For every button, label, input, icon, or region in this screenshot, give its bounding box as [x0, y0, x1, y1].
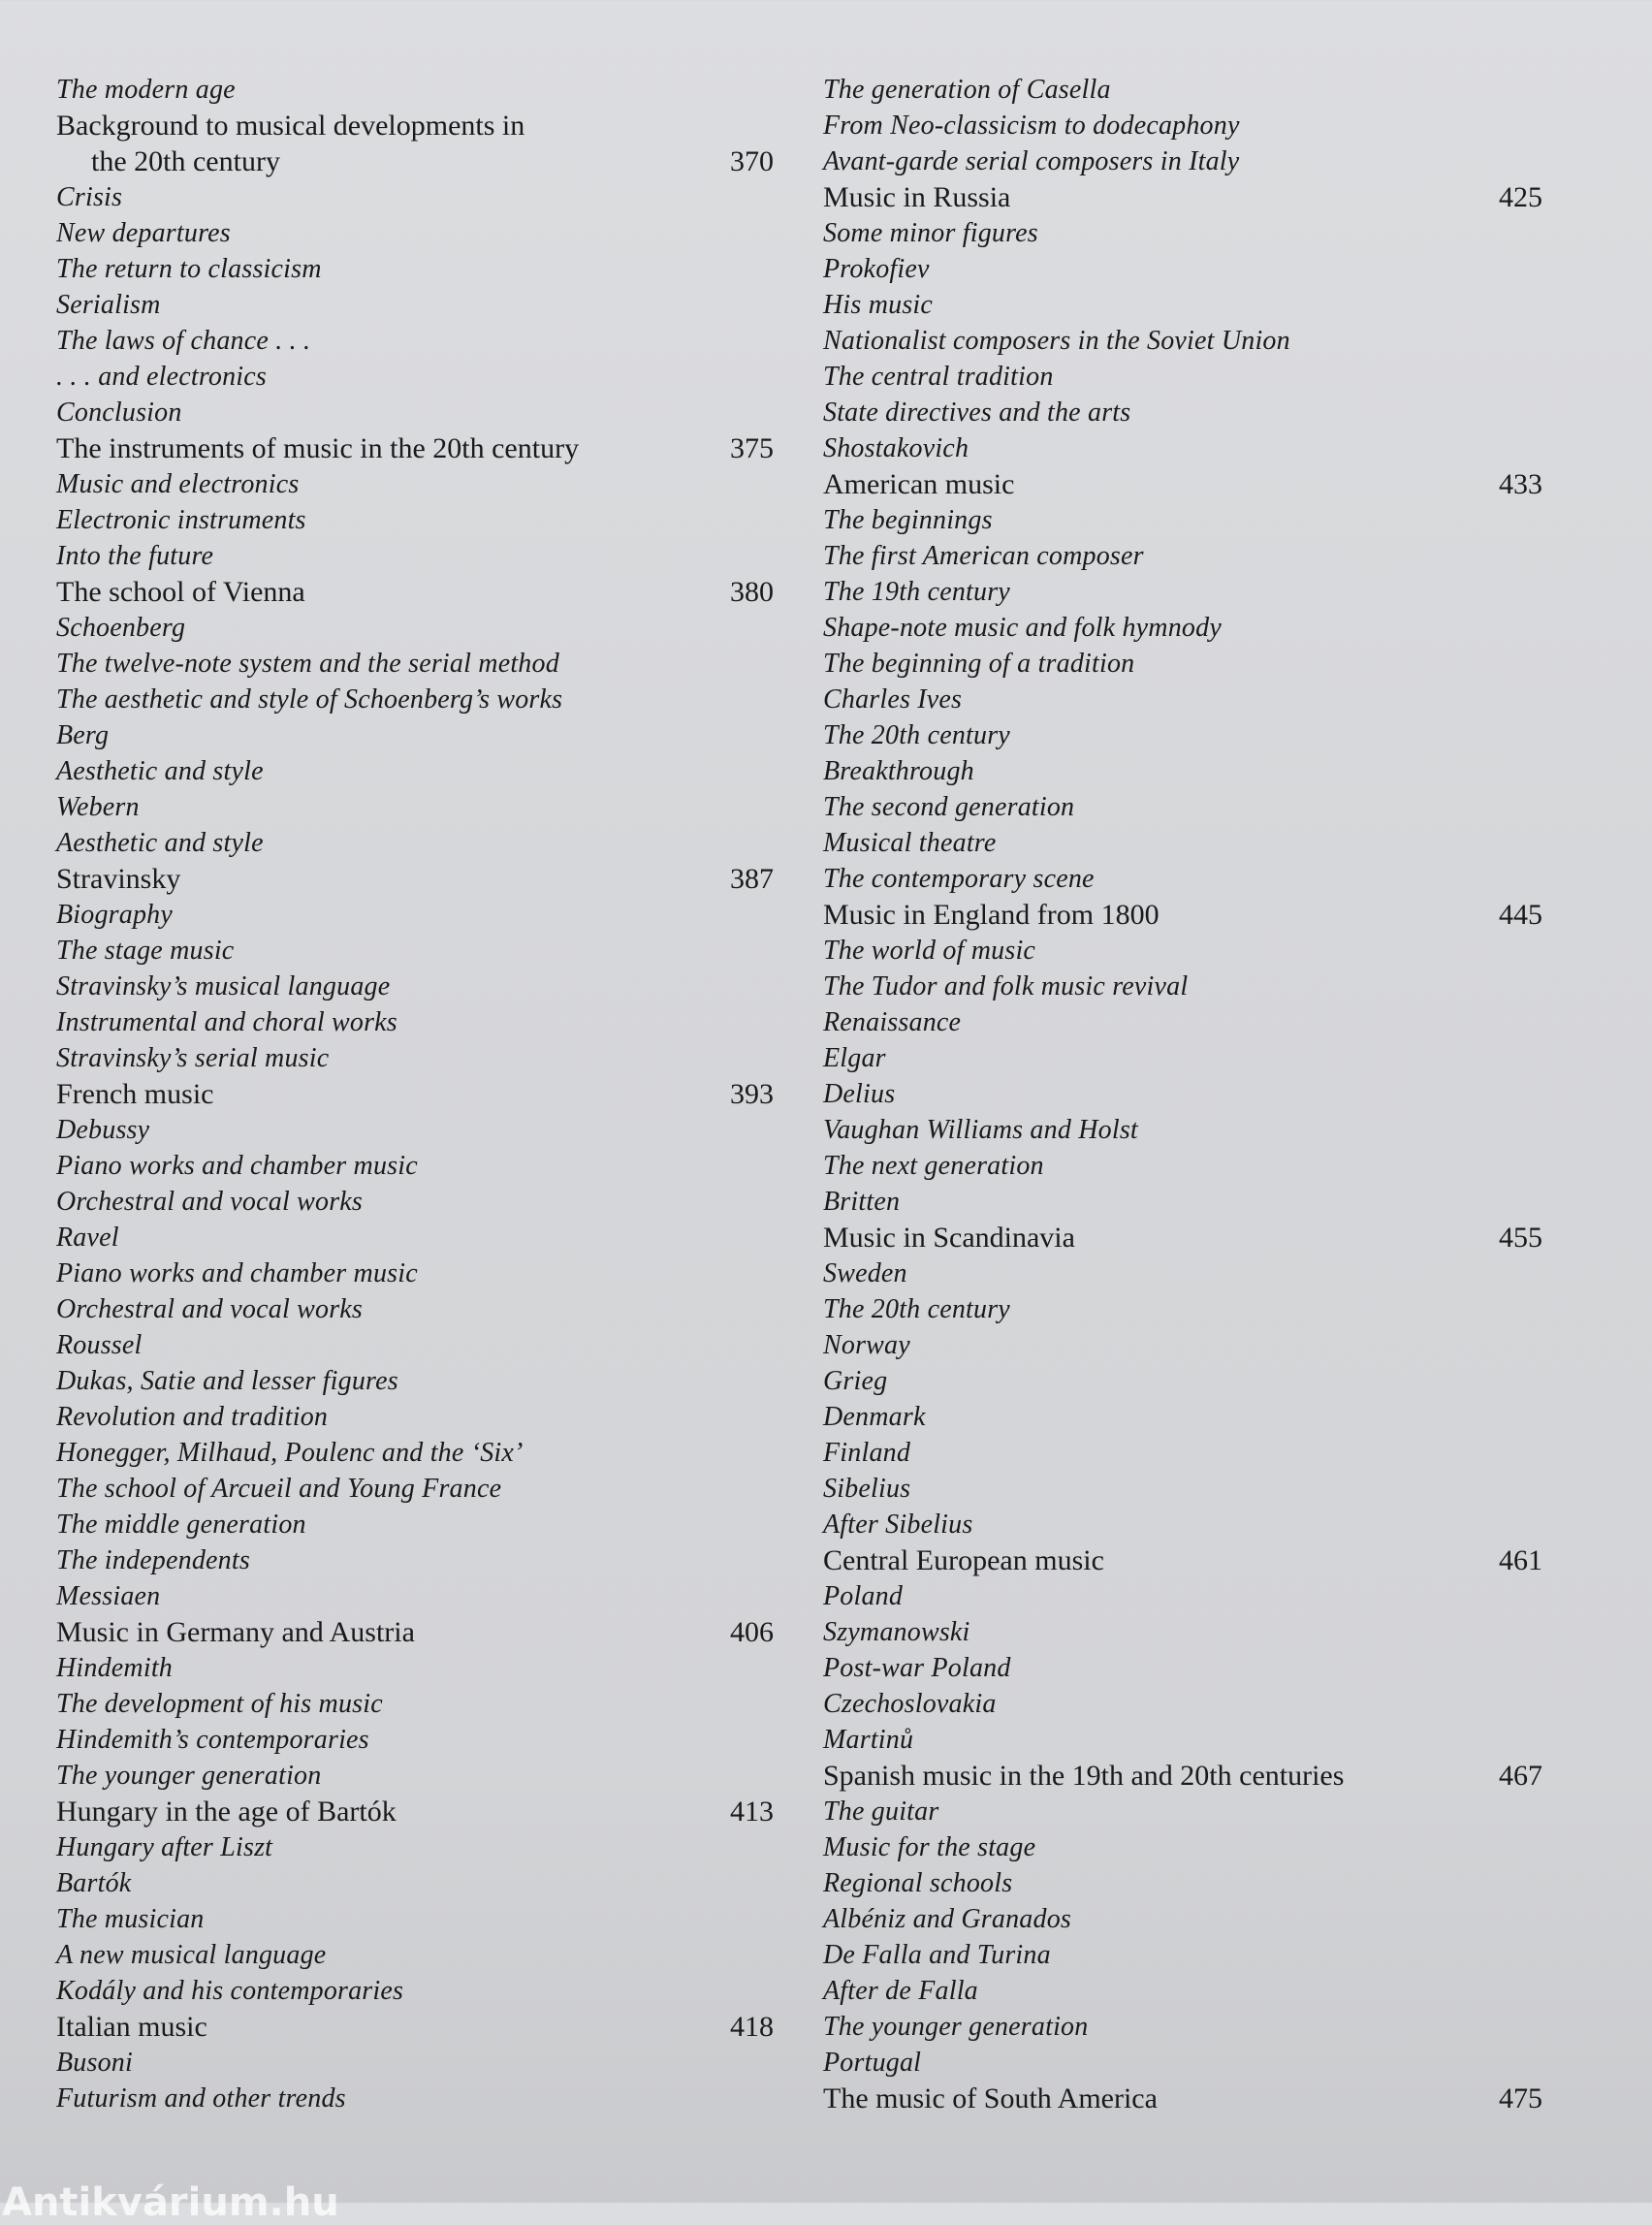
- subsection-entry: [56, 1363, 774, 1399]
- subsection-entry: [56, 1722, 774, 1758]
- chapter-entry: [56, 574, 774, 610]
- subsection-title: The beginning of a tradition: [823, 649, 1135, 679]
- subsection-title: His music: [823, 290, 934, 320]
- subsection-title: Sweden: [823, 1258, 907, 1288]
- subsection-entry: [823, 682, 1542, 717]
- chapter-entry: [56, 1614, 774, 1650]
- subsection-entry: [56, 2081, 774, 2116]
- subsection-entry: [823, 933, 1542, 969]
- subsection-entry: [823, 1112, 1542, 1148]
- chapter-title: Music in Russia: [823, 181, 1011, 213]
- subsection-entry: [56, 251, 774, 287]
- chapter-title: The music of South America: [823, 2082, 1158, 2114]
- subsection-entry: [56, 1901, 774, 1937]
- subsection-title: The twelve-note system and the serial method: [56, 649, 559, 679]
- subsection-title: Into the future: [56, 541, 214, 571]
- subsection-title: The school of Arcueil and Young France: [56, 1474, 502, 1504]
- subsection-title: Ravel: [56, 1223, 119, 1253]
- subsection-title: Busoni: [56, 2048, 133, 2078]
- chapter-entry: [823, 1758, 1542, 1794]
- subsection-title: New departures: [56, 218, 231, 248]
- subsection-entry: [56, 1184, 774, 1220]
- subsection-entry: [823, 72, 1542, 108]
- subsection-title: Regional schools: [823, 1868, 1013, 1898]
- subsection-title: Szymanowski: [823, 1617, 970, 1647]
- subsection-entry: [823, 1363, 1542, 1399]
- subsection-title: The 20th century: [823, 720, 1010, 750]
- subsection-entry: [56, 897, 774, 933]
- page-number: 475: [1499, 2082, 1542, 2114]
- subsection-entry: [56, 1291, 774, 1327]
- subsection-title: Conclusion: [56, 397, 182, 428]
- page-number: 445: [1499, 899, 1542, 931]
- subsection-title: Shape-note music and folk hymnody: [823, 613, 1222, 643]
- subsection-title: Musical theatre: [823, 828, 997, 858]
- subsection-entry: [823, 143, 1542, 179]
- subsection-entry: [823, 1973, 1542, 2009]
- subsection-title: Stravinsky’s musical language: [56, 971, 391, 1001]
- chapter-title: [56, 108, 599, 179]
- subsection-entry: [56, 538, 774, 574]
- subsection-title: The development of his music: [56, 1689, 383, 1719]
- subsection-title: Martinů: [823, 1725, 914, 1755]
- subsection-entry: [823, 1148, 1542, 1184]
- subsection-title: The first American composer: [823, 541, 1144, 571]
- subsection-title: Portugal: [823, 2048, 922, 2078]
- subsection-entry: [823, 610, 1542, 646]
- subsection-title: Piano works and chamber music: [56, 1258, 418, 1288]
- subsection-title: Prokofiev: [823, 254, 930, 284]
- subsection-entry: [823, 861, 1542, 897]
- subsection-entry: [823, 1794, 1542, 1829]
- chapter-entry: [823, 179, 1542, 215]
- subsection-entry: [823, 359, 1542, 395]
- subsection-title: From Neo-classicism to dodecaphony: [823, 111, 1240, 141]
- subsection-entry: [56, 1542, 774, 1578]
- subsection-entry: [56, 1256, 774, 1291]
- subsection-title: Music and electronics: [56, 469, 300, 499]
- subsection-entry: [823, 1256, 1542, 1291]
- subsection-title: Delius: [823, 1079, 896, 1109]
- subsection-entry: [823, 287, 1542, 323]
- page-number: 375: [730, 432, 774, 464]
- subsection-title: Webern: [56, 792, 140, 822]
- subsection-entry: [56, 646, 774, 682]
- subsection-entry: [56, 466, 774, 502]
- subsection-title: The guitar: [823, 1796, 939, 1827]
- subsection-entry: [56, 1507, 774, 1542]
- subsection-entry: [56, 1937, 774, 1973]
- page-number: 406: [730, 1616, 774, 1648]
- subsection-title: The beginnings: [823, 505, 993, 535]
- subsection-entry: [56, 1865, 774, 1901]
- subsection-entry: [56, 753, 774, 789]
- subsection-title: The independents: [56, 1545, 250, 1575]
- subsection-entry: [56, 969, 774, 1004]
- subsection-entry: [823, 1937, 1542, 1973]
- subsection-entry: [823, 215, 1542, 251]
- subsection-entry: [56, 395, 774, 430]
- subsection-entry: [56, 825, 774, 861]
- subsection-entry: [56, 1435, 774, 1471]
- page-number: 380: [730, 576, 774, 608]
- subsection-entry: [56, 1220, 774, 1256]
- subsection-entry: [823, 574, 1542, 610]
- subsection-title: Honegger, Milhaud, Poulenc and the ‘Six’: [56, 1438, 524, 1468]
- subsection-entry: [56, 502, 774, 538]
- subsection-entry: [823, 1004, 1542, 1040]
- subsection-entry: [823, 1722, 1542, 1758]
- subsection-entry: [823, 1865, 1542, 1901]
- subsection-entry: [56, 789, 774, 825]
- subsection-title: Norway: [823, 1330, 910, 1360]
- subsection-title: Aesthetic and style: [56, 828, 264, 858]
- subsection-entry: [56, 1578, 774, 1614]
- subsection-entry: [56, 1148, 774, 1184]
- chapter-title: American music: [823, 468, 1015, 500]
- subsection-title: Crisis: [56, 182, 123, 212]
- page-number: 413: [730, 1796, 774, 1828]
- subsection-entry: [56, 933, 774, 969]
- subsection-entry: [823, 502, 1542, 538]
- subsection-entry: [823, 1829, 1542, 1865]
- subsection-entry: [823, 108, 1542, 143]
- subsection-title: The musician: [56, 1904, 205, 1934]
- page-number: 370: [730, 145, 774, 177]
- subsection-title: A new musical language: [56, 1940, 327, 1970]
- subsection-title: Hindemith: [56, 1653, 174, 1683]
- subsection-title: Vaughan Williams and Holst: [823, 1115, 1138, 1145]
- subsection-entry: [56, 359, 774, 395]
- subsection-entry: [56, 1758, 774, 1794]
- chapter-entry: [823, 2081, 1542, 2116]
- subsection-title: Some minor figures: [823, 218, 1038, 248]
- subsection-title: The younger generation: [823, 2012, 1089, 2042]
- subsection-entry: [56, 1973, 774, 2009]
- watermark: Antikvárium.hu: [2, 2180, 339, 2225]
- subsection-title: Orchestral and vocal works: [56, 1187, 364, 1217]
- subsection-entry: [823, 1507, 1542, 1542]
- subsection-entry: [56, 1040, 774, 1076]
- subsection-title: The laws of chance . . .: [56, 326, 311, 356]
- chapter-title: French music: [56, 1078, 214, 1110]
- subsection-title: Roussel: [56, 1330, 143, 1360]
- subsection-title: Shostakovich: [823, 433, 969, 463]
- subsection-entry: [56, 1829, 774, 1865]
- subsection-title: Dukas, Satie and lesser figures: [56, 1366, 398, 1396]
- subsection-title: The contemporary scene: [823, 864, 1095, 894]
- chapter-entry: [823, 1542, 1542, 1578]
- page-number: 455: [1499, 1222, 1542, 1254]
- subsection-title: Albéniz and Granados: [823, 1904, 1071, 1934]
- subsection-title: Charles Ives: [823, 684, 963, 715]
- subsection-title: The central tradition: [823, 362, 1054, 392]
- subsection-title: The generation of Casella: [823, 75, 1111, 105]
- subsection-title: Grieg: [823, 1366, 888, 1396]
- subsection-title: Bartók: [56, 1868, 132, 1898]
- subsection-title: Breakthrough: [823, 756, 974, 786]
- subsection-title: After Sibelius: [823, 1510, 973, 1540]
- page-number: 418: [730, 2011, 774, 2043]
- page-number: 425: [1499, 181, 1542, 213]
- chapter-title: The instruments of music in the 20th century: [56, 432, 580, 464]
- subsection-title: Messiaen: [56, 1581, 161, 1611]
- chapter-entry: [56, 1794, 774, 1829]
- subsection-title: The Tudor and folk music revival: [823, 971, 1189, 1001]
- subsection-entry: [823, 1578, 1542, 1614]
- subsection-title: De Falla and Turina: [823, 1940, 1051, 1970]
- subsection-entry: [823, 1076, 1542, 1112]
- subsection-title: Schoenberg: [56, 613, 186, 643]
- subsection-title: Piano works and chamber music: [56, 1151, 418, 1181]
- subsection-title: Sibelius: [823, 1474, 911, 1504]
- subsection-entry: [56, 72, 774, 108]
- subsection-title: The modern age: [56, 75, 236, 105]
- page-number: 461: [1499, 1544, 1542, 1576]
- subsection-entry: [823, 1327, 1542, 1363]
- chapter-entry: [56, 1076, 774, 1112]
- subsection-entry: [823, 395, 1542, 430]
- subsection-title: Instrumental and choral works: [56, 1007, 397, 1037]
- subsection-title: State directives and the arts: [823, 397, 1131, 428]
- subsection-entry: [823, 2045, 1542, 2081]
- subsection-title: Hungary after Liszt: [56, 1832, 273, 1862]
- subsection-title: Hindemith’s contemporaries: [56, 1725, 369, 1755]
- chapter-title: Italian music: [56, 2011, 207, 2043]
- subsection-title: Orchestral and vocal works: [56, 1294, 364, 1324]
- subsection-entry: [56, 179, 774, 215]
- subsection-title: The aesthetic and style of Schoenberg’s works: [56, 684, 563, 715]
- page-number: 433: [1499, 468, 1542, 500]
- subsection-entry: [823, 1291, 1542, 1327]
- subsection-title: Poland: [823, 1581, 904, 1611]
- chapter-title: Music in England from 1800: [823, 899, 1160, 931]
- subsection-entry: [823, 969, 1542, 1004]
- subsection-title: Renaissance: [823, 1007, 962, 1037]
- subsection-title: Debussy: [56, 1115, 150, 1145]
- page-number: 393: [730, 1078, 774, 1110]
- subsection-title: The next generation: [823, 1151, 1044, 1181]
- chapter-title: Music in Scandinavia: [823, 1222, 1075, 1254]
- subsection-title: . . . and electronics: [56, 362, 268, 392]
- subsection-title: Berg: [56, 720, 110, 750]
- chapter-title: Central European music: [823, 1544, 1104, 1576]
- chapter-entry: [56, 108, 774, 179]
- subsection-entry: [56, 610, 774, 646]
- chapter-entry: [823, 1220, 1542, 1256]
- subsection-entry: [56, 1112, 774, 1148]
- subsection-title: Aesthetic and style: [56, 756, 264, 786]
- chapter-entry: [823, 897, 1542, 933]
- chapter-title: Hungary in the age of Bartók: [56, 1796, 397, 1828]
- subsection-entry: [823, 1399, 1542, 1435]
- subsection-title: Futurism and other trends: [56, 2083, 346, 2114]
- subsection-entry: [56, 1471, 774, 1507]
- chapter-entry: [56, 430, 774, 466]
- subsection-title: Stravinsky’s serial music: [56, 1043, 330, 1073]
- subsection-title: Nationalist composers in the Soviet Union: [823, 326, 1290, 356]
- subsection-entry: [56, 215, 774, 251]
- chapter-title: Music in Germany and Austria: [56, 1616, 415, 1648]
- subsection-entry: [823, 646, 1542, 682]
- chapter-title: Spanish music in the 19th and 20th centuries: [823, 1760, 1345, 1792]
- subsection-entry: [56, 1650, 774, 1686]
- subsection-title: Britten: [823, 1187, 901, 1217]
- contents-right-column: [823, 72, 1542, 2116]
- subsection-entry: [823, 323, 1542, 359]
- subsection-entry: [56, 1004, 774, 1040]
- subsection-title: After de Falla: [823, 1976, 978, 2006]
- subsection-entry: [56, 2045, 774, 2081]
- subsection-entry: [823, 430, 1542, 466]
- subsection-title: The 20th century: [823, 1294, 1010, 1324]
- subsection-entry: [823, 1614, 1542, 1650]
- subsection-entry: [823, 2009, 1542, 2045]
- subsection-entry: [823, 538, 1542, 574]
- subsection-title: The stage music: [56, 936, 235, 966]
- subsection-entry: [823, 789, 1542, 825]
- subsection-title: Revolution and tradition: [56, 1402, 329, 1432]
- chapter-title: The school of Vienna: [56, 576, 305, 608]
- subsection-title: The return to classicism: [56, 254, 322, 284]
- chapter-entry: [56, 861, 774, 897]
- chapter-title-line-2: the 20th century: [91, 145, 280, 177]
- subsection-entry: [823, 1650, 1542, 1686]
- subsection-title: Kodály and his contemporaries: [56, 1976, 404, 2006]
- subsection-title: The world of music: [823, 936, 1036, 966]
- chapter-title: Stravinsky: [56, 863, 181, 895]
- subsection-title: Biography: [56, 900, 174, 930]
- chapter-title-line-1: Background to musical developments in: [56, 110, 525, 142]
- subsection-title: Electronic instruments: [56, 505, 306, 535]
- subsection-title: The 19th century: [823, 577, 1010, 607]
- subsection-entry: [823, 825, 1542, 861]
- subsection-entry: [823, 251, 1542, 287]
- subsection-title: Avant-garde serial composers in Italy: [823, 146, 1240, 176]
- subsection-entry: [823, 1901, 1542, 1937]
- subsection-entry: [56, 1686, 774, 1722]
- chapter-entry: [56, 2009, 774, 2045]
- subsection-title: Finland: [823, 1438, 911, 1468]
- subsection-entry: [823, 717, 1542, 753]
- subsection-entry: [56, 717, 774, 753]
- subsection-title: The younger generation: [56, 1761, 322, 1791]
- subsection-title: The middle generation: [56, 1510, 306, 1540]
- page-number: 387: [730, 863, 774, 895]
- subsection-entry: [823, 1435, 1542, 1471]
- subsection-entry: [56, 682, 774, 717]
- subsection-entry: [56, 323, 774, 359]
- subsection-title: Elgar: [823, 1043, 886, 1073]
- page-number: 467: [1499, 1760, 1542, 1792]
- subsection-title: Post-war Poland: [823, 1653, 1011, 1683]
- subsection-entry: [56, 287, 774, 323]
- subsection-entry: [823, 1040, 1542, 1076]
- contents-left-column: [56, 72, 774, 2116]
- subsection-entry: [56, 1399, 774, 1435]
- subsection-title: Serialism: [56, 290, 161, 320]
- subsection-title: The second generation: [823, 792, 1075, 822]
- subsection-entry: [823, 1686, 1542, 1722]
- subsection-entry: [823, 753, 1542, 789]
- subsection-entry: [56, 1327, 774, 1363]
- subsection-entry: [823, 1471, 1542, 1507]
- subsection-entry: [823, 1184, 1542, 1220]
- subsection-title: Czechoslovakia: [823, 1689, 997, 1719]
- chapter-entry: [823, 466, 1542, 502]
- subsection-title: Music for the stage: [823, 1832, 1036, 1862]
- subsection-title: Denmark: [823, 1402, 926, 1432]
